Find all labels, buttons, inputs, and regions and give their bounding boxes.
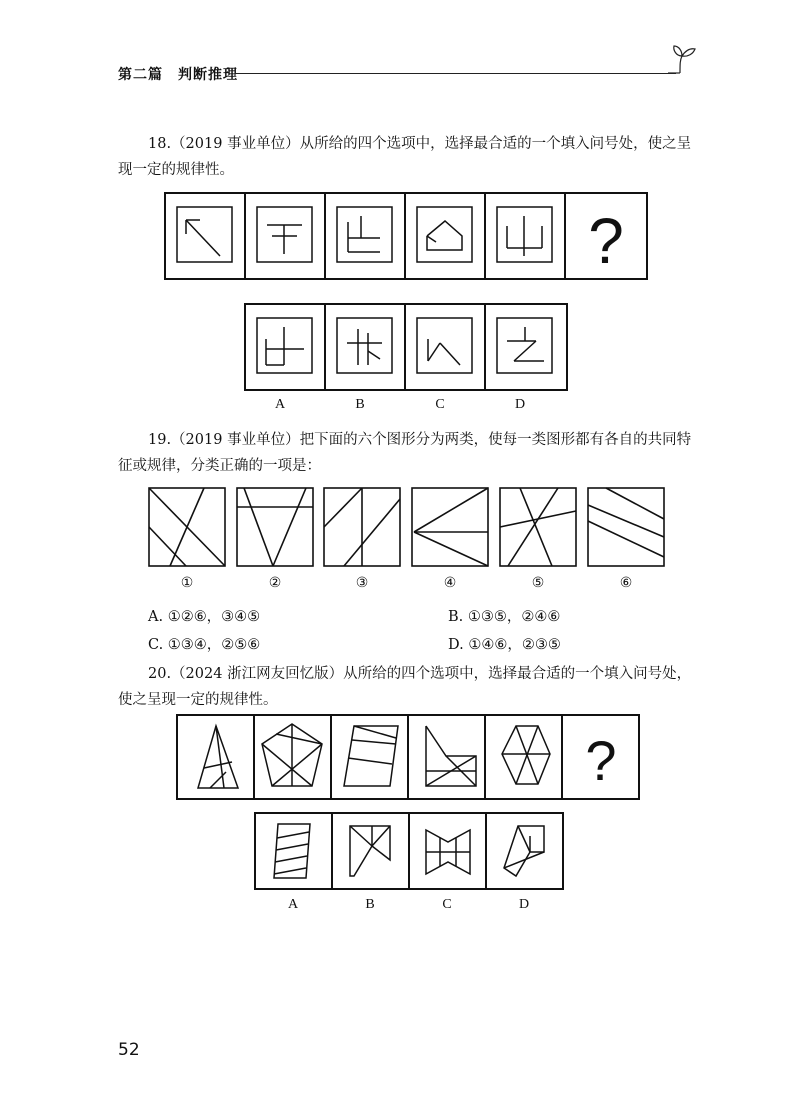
q19-answer-d: D. ①④⑥，②③⑤ xyxy=(448,637,561,653)
q18-options xyxy=(244,303,568,391)
question-18-text: 18.（2019 事业单位）从所给的四个选项中，选择最合适的一个填入问号处，使之呈现一定的规律性。 xyxy=(118,136,692,178)
q20-option-label-b: B xyxy=(365,897,375,912)
q19-figures xyxy=(148,487,668,569)
sprout-icon xyxy=(668,40,698,80)
q20-question-mark: ? xyxy=(585,729,617,792)
q20-sequence xyxy=(176,714,640,800)
q18-question-mark: ? xyxy=(588,205,624,277)
q18-option-label-d: D xyxy=(514,397,526,412)
q18-option-label-c: C xyxy=(435,397,445,412)
q20-option-label-a: A xyxy=(287,897,299,912)
q19-figure-label-2: ② xyxy=(268,576,282,591)
q19-figure-label-6: ⑥ xyxy=(619,576,633,591)
q18-option-label-b: B xyxy=(355,397,365,412)
header-rule xyxy=(236,73,676,74)
question-19-text: 19.（2019 事业单位）把下面的六个图形分为两类，使每一类图形都有各自的共同特征或规律，分类正确的一项是： xyxy=(118,432,692,474)
q19-figure-label-5: ⑤ xyxy=(531,576,545,591)
q20-option-label-c: C xyxy=(442,897,452,912)
q19-figure-label-1: ① xyxy=(180,576,194,591)
q18-sequence xyxy=(164,192,648,280)
page-number: 52 xyxy=(118,1040,140,1060)
q19-answer-c: C. ①③④，②⑤⑥ xyxy=(148,637,261,653)
question-20-text: 20.（2024 浙江网友回忆版）从所给的四个选项中，选择最合适的一个填入问号处，使之呈现一定的规律性。 xyxy=(118,666,692,708)
q19-answer-a: A. ①②⑥，③④⑤ xyxy=(148,609,261,625)
q20-options xyxy=(254,812,564,890)
q19-figure-label-4: ④ xyxy=(443,576,457,591)
q19-answer-b: B. ①③⑤，②④⑥ xyxy=(448,609,561,625)
section-header: 第二篇 判断推理 xyxy=(118,67,238,83)
q18-option-label-a: A xyxy=(274,397,286,412)
q20-option-label-d: D xyxy=(518,897,530,912)
q19-figure-label-3: ③ xyxy=(355,576,369,591)
